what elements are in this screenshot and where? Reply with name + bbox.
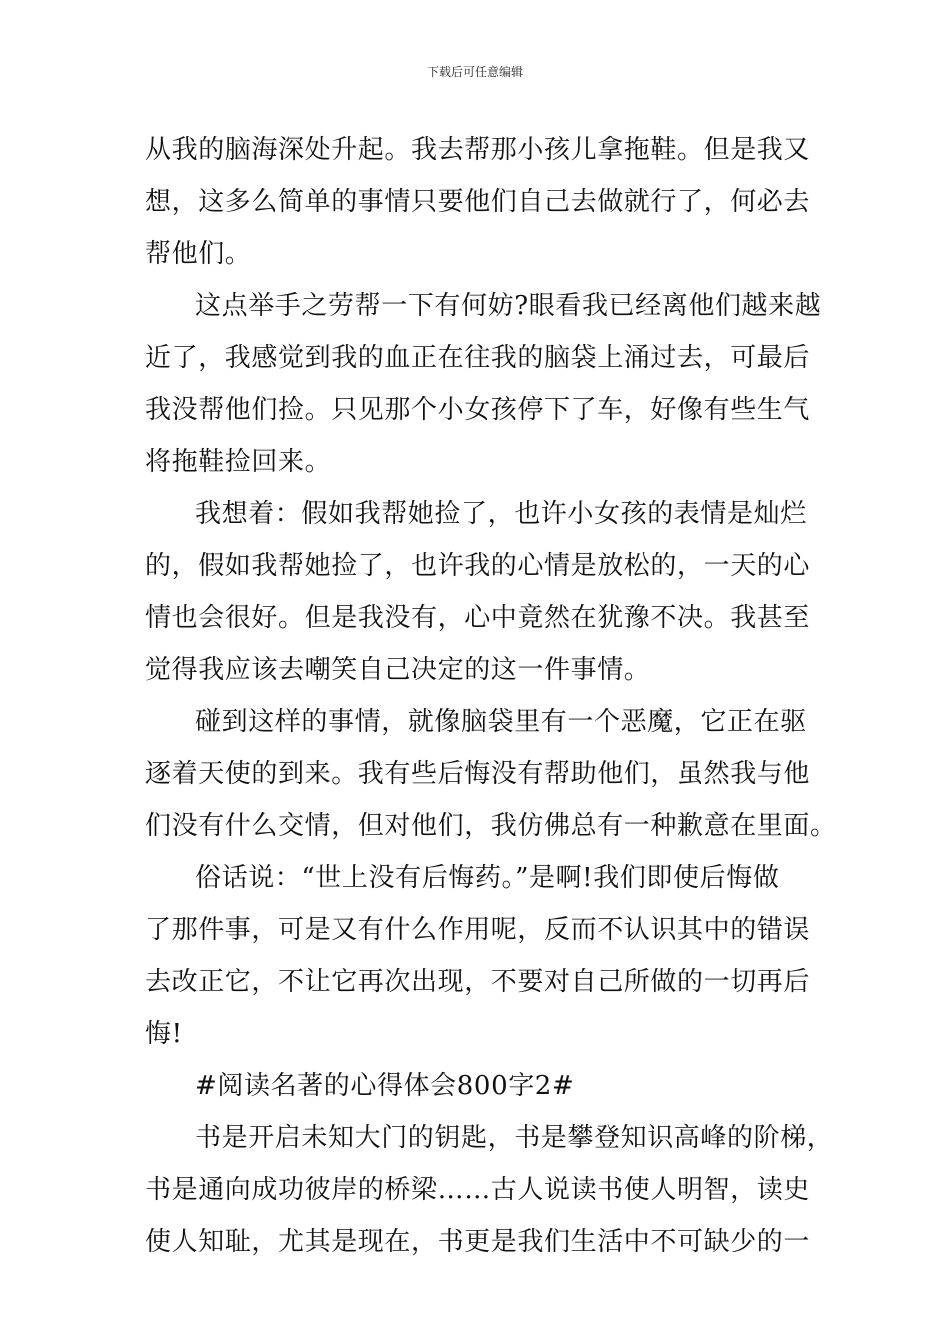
- text-line-3: 帮他们。: [145, 239, 252, 269]
- text-line-16: 了那件事，可是又有什么作用呢，反而不认识其中的错误: [145, 915, 811, 945]
- body-text: [145, 124, 837, 1268]
- text-line-17: 去改正它，不让它再次出现，不要对自己所做的一切再后: [145, 967, 811, 997]
- text-line-13: 逐着天使的到来。我有些后悔没有帮助他们，虽然我与他: [145, 759, 811, 789]
- text-line-12: 碰到这样的事情，就像脑袋里有一个恶魔，它正在驱: [195, 707, 807, 737]
- text-line-18: 悔!: [145, 1019, 183, 1049]
- text-line-1: 从我的脑海深处升起。我去帮那小孩儿拿拖鞋。但是我又: [145, 135, 811, 165]
- text-line-21: 书是通向成功彼岸的桥梁……古人说读书使人明智，读史: [145, 1175, 811, 1205]
- text-line-9: 的，假如我帮她捡了，也许我的心情是放松的，一天的心: [145, 551, 811, 581]
- text-line-22: 使人知耻，尤其是现在，书更是我们生活中不可缺少的一: [145, 1227, 811, 1257]
- text-line-8: 我想着：假如我帮她捡了，也许小女孩的表情是灿烂: [195, 499, 807, 529]
- text-line-11: 觉得我应该去嘲笑自己决定的这一件事情。: [145, 655, 651, 685]
- text-line-5: 近了，我感觉到我的血正在往我的脑袋上涌过去，可最后: [145, 343, 811, 373]
- page-header-note: 下载后可任意编辑: [426, 65, 523, 79]
- text-line-2: 想，这多么简单的事情只要他们自己去做就行了，何必去: [145, 187, 811, 217]
- text-line-10: 情也会很好。但是我没有，心中竟然在犹豫不决。我甚至: [145, 603, 811, 633]
- text-line-4: 这点举手之劳帮一下有何妨?眼看我已经离他们越来越: [195, 291, 822, 321]
- section-heading: #阅读名著的心得体会800字2#: [195, 1071, 575, 1101]
- text-line-7: 将拖鞋捡回来。: [145, 447, 332, 477]
- text-line-15: 俗话说：“世上没有后悔药。”是啊!我们即使后悔做: [195, 863, 780, 893]
- text-line-6: 我没帮他们捡。只见那个小女孩停下了车，好像有些生气: [145, 395, 811, 425]
- text-line-20: 书是开启未知大门的钥匙，书是攀登知识高峰的阶梯，: [195, 1123, 834, 1153]
- text-line-14: 们没有什么交情，但对他们，我仿佛总有一种歉意在里面。: [145, 811, 837, 841]
